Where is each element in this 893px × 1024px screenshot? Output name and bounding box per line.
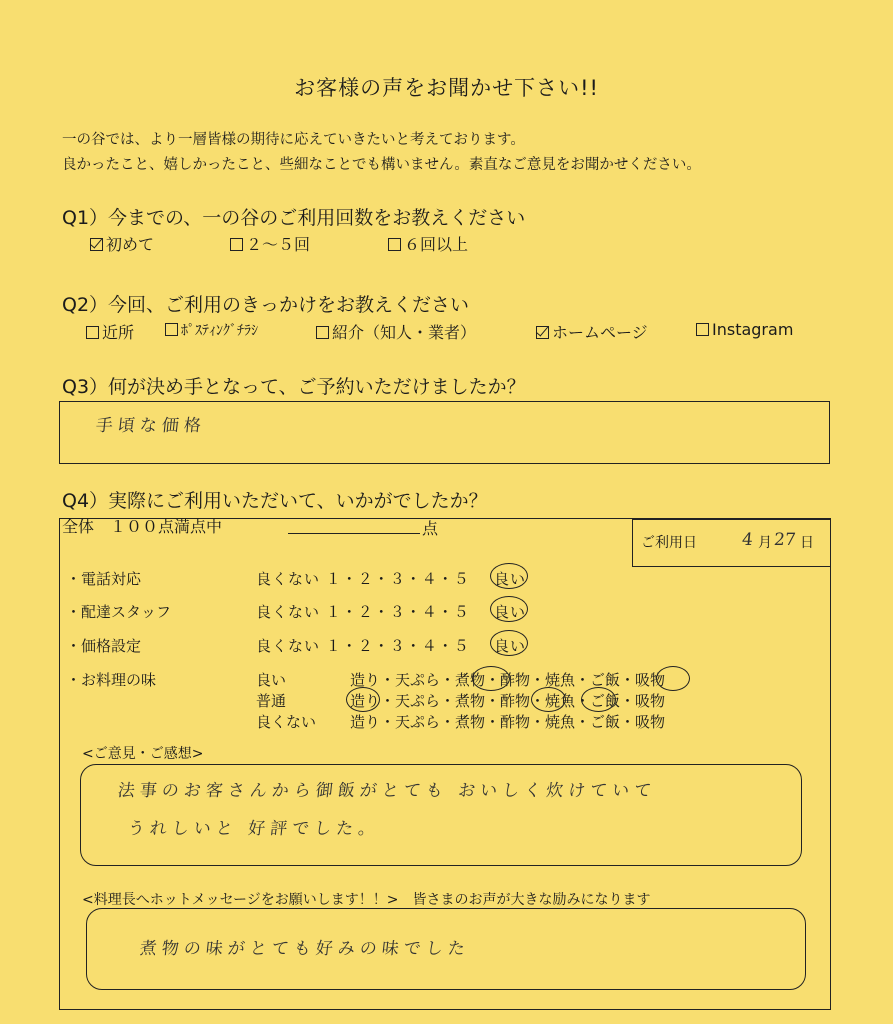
food-circle-sunomono	[531, 687, 566, 712]
q3-answer-text: 手頃な価格	[94, 416, 207, 436]
overall-score-field[interactable]	[288, 532, 420, 534]
comments-line-2: うれしいと 好評でした。	[126, 819, 382, 839]
q4-question: Q4）実際にご利用いただいて、いかがでしたか？	[62, 490, 488, 512]
food-level-average: 普通	[256, 692, 287, 710]
date-day-unit: 日	[800, 535, 814, 551]
chef-message-label: <料理長へホットメッセージをお願いします！！> 皆さまのお声が大きな励みになります	[82, 892, 651, 908]
rating-good-delivery[interactable]: 良い	[494, 603, 527, 621]
checkbox-icon	[388, 238, 401, 251]
chef-message-text: 煮物の味がとても好みの味でした	[138, 939, 471, 959]
checkbox-icon	[86, 326, 99, 339]
rating-label-phone: ・電話対応	[66, 570, 142, 588]
checkbox-icon	[165, 323, 178, 336]
food-level-bad: 良くない	[256, 713, 317, 731]
rating-good-phone[interactable]: 良い	[494, 570, 527, 588]
rating-good-price[interactable]: 良い	[494, 637, 527, 655]
rating-scale-phone[interactable]: 良くない １・２・３・４・５	[256, 570, 470, 588]
q2-option-instagram[interactable]: Instagram	[696, 320, 793, 339]
checkbox-checked-icon	[536, 326, 549, 339]
rating-scale-price[interactable]: 良くない １・２・３・４・５	[256, 637, 470, 655]
intro-line-2: 良かったこと、嬉しかったこと、些細なことでも構いません。素直なご意見をお聞かせください。	[62, 157, 701, 173]
q2-question: Q2）今回、ご利用のきっかけをお教えください	[62, 294, 470, 316]
rating-circle-delivery	[490, 596, 528, 622]
food-circle-gohan	[656, 666, 690, 691]
food-items-average[interactable]: 造り・天ぷら・煮物・酢物・焼魚・ご飯・吸物	[350, 692, 666, 710]
intro-line-1: 一の谷では、より一層皆様の期待に応えていきたいと考えております。	[62, 132, 525, 148]
rating-circle-phone	[490, 563, 528, 589]
rating-label-price: ・価格設定	[66, 637, 142, 655]
date-month-unit: 月	[758, 535, 772, 551]
q1-option-2-5[interactable]: ２～５回	[230, 232, 310, 255]
food-level-good: 良い	[256, 671, 287, 689]
overall-score-unit: 点	[422, 519, 439, 538]
food-items-bad[interactable]: 造り・天ぷら・煮物・酢物・焼魚・ご飯・吸物	[350, 713, 666, 731]
food-circle-tsukuri	[346, 687, 380, 712]
date-prefix: ご利用日	[641, 535, 697, 551]
rating-scale-delivery[interactable]: 良くない １・２・３・４・５	[256, 603, 470, 621]
comments-label: <ご意見・ご感想>	[82, 746, 204, 762]
checkbox-icon	[696, 323, 709, 336]
checkbox-checked-icon	[90, 238, 103, 251]
comments-line-1: 法事のお客さんから御飯がとても おいしく炊けていて	[116, 781, 658, 801]
q1-option-first[interactable]: 初めて	[90, 232, 154, 255]
food-label: ・お料理の味	[66, 671, 157, 689]
page-title: お客様の声をお聞かせ下さい!!	[294, 76, 599, 100]
rating-label-delivery: ・配達スタッフ	[66, 603, 172, 621]
q2-option-homepage[interactable]: ホームページ	[536, 320, 648, 343]
food-circle-yakizakana	[581, 687, 616, 712]
q1-option-6plus[interactable]: ６回以上	[388, 232, 468, 255]
rating-circle-price	[490, 630, 528, 656]
checkbox-icon	[230, 238, 243, 251]
food-items-good[interactable]: 造り・天ぷら・煮物・酢物・焼魚・ご飯・吸物	[350, 671, 666, 689]
overall-score-label: 全体 １００点満点中	[62, 517, 223, 536]
checkbox-icon	[316, 326, 329, 339]
date-day: 27	[772, 530, 797, 550]
q2-option-flyer[interactable]: ﾎﾟｽﾃｨﾝｸﾞﾁﾗｼ	[165, 320, 258, 340]
q2-option-neighborhood[interactable]: 近所	[86, 320, 134, 343]
date-month: 4	[740, 530, 754, 550]
q1-question: Q1）今までの、一の谷のご利用回数をお教えください	[62, 207, 526, 229]
q2-option-referral[interactable]: 紹介（知人・業者）	[316, 320, 476, 343]
food-circle-nimono	[472, 666, 510, 691]
q3-question: Q3）何が決め手となって、ご予約いただけましたか？	[62, 376, 526, 398]
